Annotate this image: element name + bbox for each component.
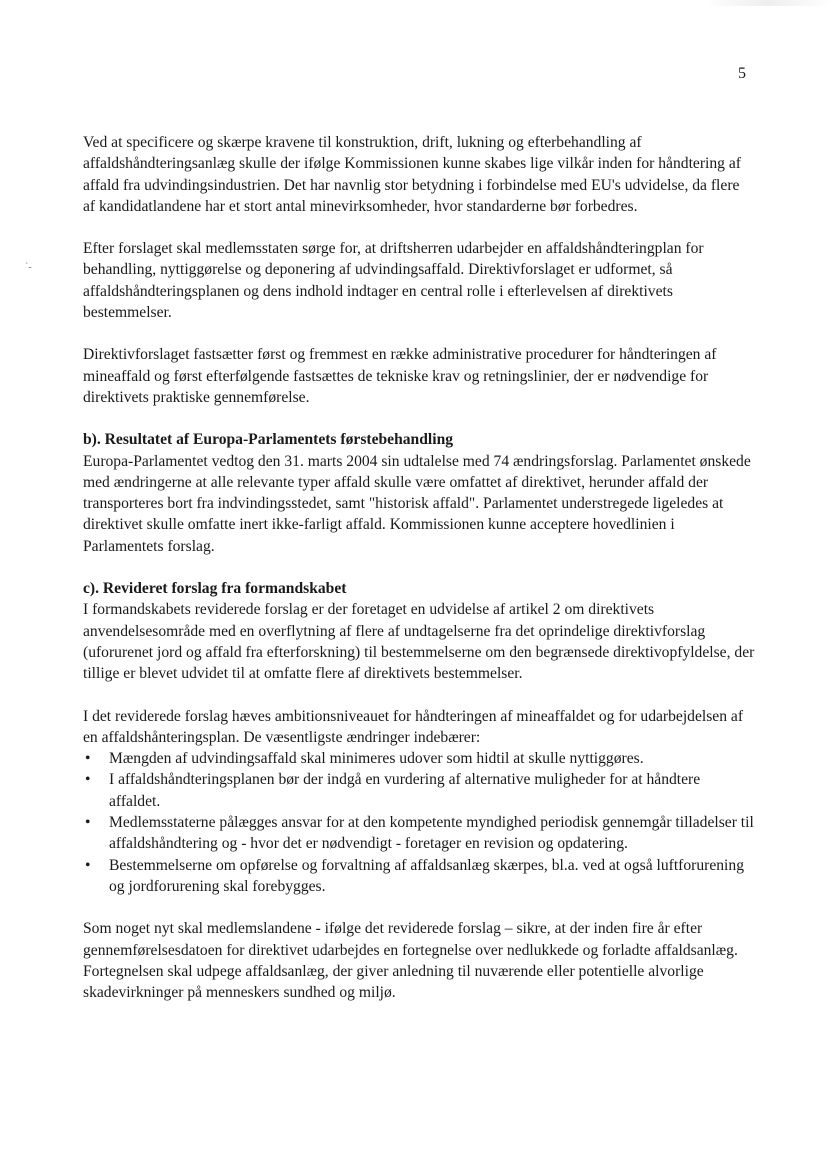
scan-artifact [705, 0, 832, 6]
paragraph-intro: Ved at specificere og skærpe kravene til konstruktion, drift, lukning og efterbehandling af affaldshåndteringsanlæg skulle der ifølge Kommissionen kunne skabes lige vilkår inden for håndtering af affald fra udvindingsindustrien. Det har navnlig stor betydning i forbindelse med EU's udvidelse, da flere af kandidatlandene har et stort antal minevirksomheder, hvor standarderne bør forbedres. [83, 134, 741, 215]
changes-list [83, 748, 755, 897]
section-b-heading: b). Resultatet af Europa-Parlamentets førstebehandling [83, 431, 454, 449]
page-number: 5 [738, 65, 746, 82]
list-item [83, 855, 755, 898]
list-item-text: I affaldshåndteringsplanen bør der indgå en vurdering af alternative muligheder for at håndtere affaldet. [109, 771, 701, 810]
list-item-text: Medlemsstaterne pålægges ansvar for at den kompetente myndighed periodisk gennemgår tilladelser til affaldshåndtering og - hvor det er nødvendigt - foretager en revision og opdatering. [109, 814, 754, 853]
list-item [83, 748, 755, 769]
paragraph-inventory: Som noget nyt skal medlemslandene - ifølge det reviderede forslag – sikre, at der inden fire år efter gennemførelsesdatoen for direktivet udarbejdes en fortegnelse over nedlukkede og forladte affaldsanlæg. Fortegnelsen skal udpege affaldsanlæg, der giver anledning til nuværende eller potentielle alvorlige skadevirkninger på menneskers sundhed og miljø. [83, 920, 738, 1002]
section-c-body: I formandskabets reviderede forslag er der foretaget en udvidelse af artikel 2 om direktivets anvendelsesområde med en overflytning af flere af undtagelserne fra det oprindelige direktivforslag (uforurenet jord og affald fra efterforskning) til bestemmelserne om den begrænsede direktivopfyldelse, der tillige er blevet udvidet til at omfatte flere af direktivets bestemmelser. [83, 601, 755, 683]
section-c-heading: c). Revideret forslag fra formandskabet [83, 580, 347, 598]
list-item [83, 812, 755, 855]
list-item-text: Bestemmelserne om opførelse og forvaltning af affaldsanlæg skærpes, bl.a. ved at også luftforurening og jordforurening skal forebygges. [109, 856, 744, 895]
bullet-icon: • [85, 771, 91, 789]
bullet-icon: • [85, 814, 91, 832]
list-intro: I det reviderede forslag hæves ambitionsniveauet for håndteringen af mineaffaldet og for udarbejdelsen af en affaldshånteringsplan. De væsentligste ændringer indebærer: [83, 707, 744, 746]
list-item [83, 769, 755, 812]
bullet-icon: • [85, 856, 91, 874]
paragraph-management-plan: Efter forslaget skal medlemsstaten sørge for, at driftsherren udarbejder en affaldshåndteringplan for behandling, nyttiggørelse og deponering af udvindingsaffald. Direktivforslaget er udformet, så affaldshåndteringsplanen og dens indhold indtager en central rolle i efterlevelsen af direktivets bestemmelser. [83, 240, 704, 322]
section-b-body: Europa-Parlamentet vedtog den 31. marts 2004 sin udtalelse med 74 ændringsforslag. Parlamentet ønskede med ændringerne at alle relevante typer affald skulle være omfattet af direktivet, herunder affald der transporteres bort fra indvindingsstedet, samt "historisk affald". Parlamentet understregede ligeledes at direktivet skulle omfatte inert ikke-farligt affald. Kommissionen kunne acceptere hovedlinien i Parlamentets forslag. [83, 452, 751, 555]
margin-mark: `- [25, 262, 32, 273]
paragraph-procedures: Direktivforslaget fastsætter først og fremmest en række administrative procedurer for håndteringen af mineaffald og først efterfølgende fastsættes de tekniske krav og retningslinier, der er nødvendige for direktivets praktiske gennemførelse. [83, 346, 717, 406]
bullet-icon: • [85, 750, 91, 768]
list-item-text: Mængden af udvindingsaffald skal minimeres udover som hidtil at skulle nyttiggøres. [109, 750, 644, 768]
document-body [83, 132, 755, 1024]
